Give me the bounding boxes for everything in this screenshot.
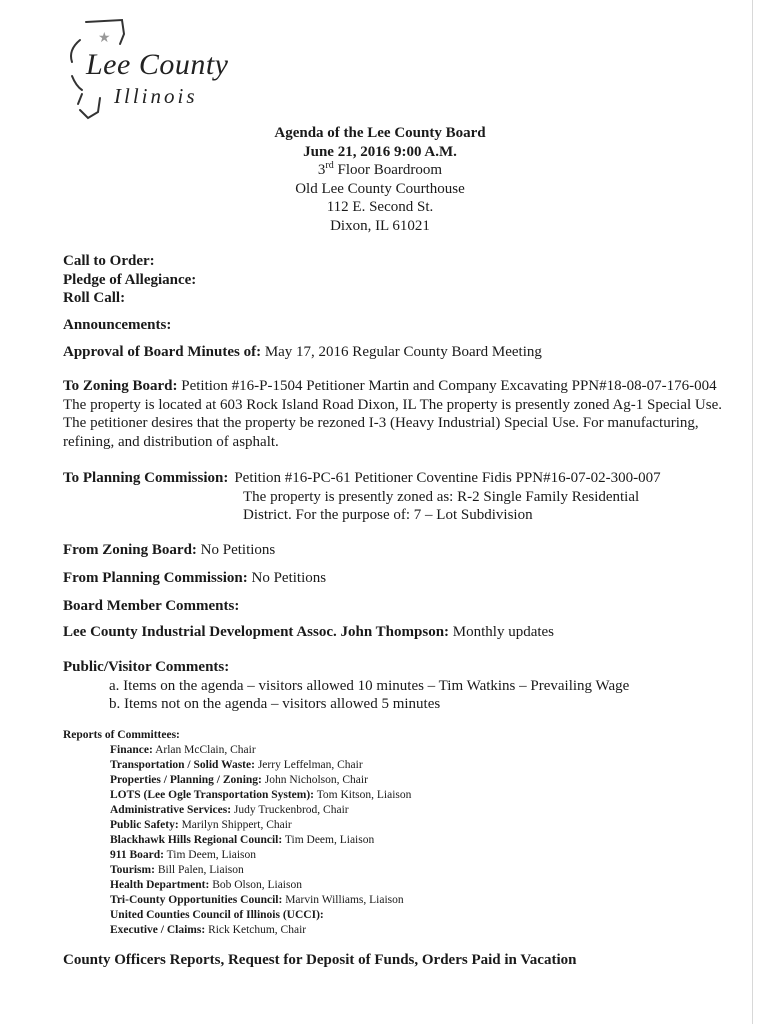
logo-subtitle: Illinois: [114, 84, 198, 108]
from-planning-text: No Petitions: [251, 570, 327, 586]
agenda-title: Agenda of the Lee County Board: [274, 125, 486, 141]
committee-reports-label: Reports of Committees:: [63, 729, 180, 741]
committee-row: Public Safety: Marilyn Shippert, Chair: [110, 819, 292, 831]
call-to-order: Call to Order:: [63, 253, 155, 269]
from-planning-item: [63, 569, 723, 588]
minutes-text: May 17, 2016 Regular County Board Meeting: [264, 344, 542, 360]
agenda-header: [220, 124, 540, 235]
committee-row: 911 Board: Tim Deem, Liaison: [110, 849, 257, 861]
committee-row: Tri-County Opportunities Council: Marvin Williams, Liaison: [110, 894, 404, 906]
zoning-text: Petition #16-P-1504 Petitioner Martin and Company Excavating PPN#18-08-07-176-004 The property is located at 603 Rock Island Road Dixon, IL The property is presently zoned Ag-1 Special Use. The petitioner desires that the property be rezoned I-3 (Heavy Industrial) Special Use. For manufacturing, refining, and distribution of asphalt.: [63, 378, 723, 450]
public-comments-label: Public/Visitor Comments:: [63, 659, 230, 675]
roll-call: Roll Call:: [63, 290, 126, 306]
from-zoning-text: No Petitions: [200, 542, 276, 558]
committee-row: Transportation / Solid Waste: Jerry Leffelman, Chair: [110, 759, 363, 771]
committee-row: United Counties Council of Illinois (UCCI):: [110, 909, 324, 921]
planning-line-2: The property is presently zoned as: R-2 Single Family Residential: [243, 488, 640, 505]
planning-label: To Planning Commission:: [63, 470, 229, 486]
committee-row: Tourism: Bill Palen, Liaison: [110, 864, 244, 876]
announcements-heading: Announcements:: [63, 317, 172, 333]
committee-row: Executive / Claims: Rick Ketchum, Chair: [110, 924, 307, 936]
committee-row: Administrative Services: Judy Truckenbrod, Chair: [110, 804, 349, 816]
pledge-of-allegiance: Pledge of Allegiance:: [63, 271, 197, 288]
meeting-date: June 21, 2016 9:00 A.M.: [303, 143, 457, 160]
page-edge-divider: [752, 0, 753, 1024]
committee-reports: [63, 728, 663, 938]
opening-items: [63, 252, 723, 308]
committee-row: LOTS (Lee Ogle Transportation System): Tom Kitson, Liaison: [110, 789, 412, 801]
venue-name: Old Lee County Courthouse: [295, 180, 465, 197]
venue-street: 112 E. Second St.: [326, 199, 434, 215]
svg-text:★: ★: [98, 30, 111, 46]
logo-title: Lee County: [86, 48, 229, 81]
committee-row: Finance: Arlan McClain, Chair: [110, 744, 256, 756]
public-comments-b: b. Items not on the agenda – visitors allowed 5 minutes: [109, 696, 441, 712]
county-officers-reports: County Officers Reports, Request for Deposit of Funds, Orders Paid in Vacation: [63, 952, 577, 968]
lcida-text: Monthly updates: [452, 624, 555, 640]
from-planning-label: From Planning Commission:: [63, 570, 248, 586]
planning-line-3: District. For the purpose of: 7 – Lot Subdivision: [243, 507, 533, 523]
planning-line-1: Petition #16-PC-61 Petitioner Coventine Fidis PPN#16-07-02-300-007: [234, 470, 661, 486]
lee-county-logo: [58, 14, 258, 124]
from-zoning-item: [63, 541, 723, 560]
committee-row: Health Department: Bob Olson, Liaison: [110, 879, 302, 891]
lcida-item: [63, 623, 723, 642]
board-member-comments: Board Member Comments:: [63, 598, 240, 614]
meeting-room: 3rd Floor Boardroom: [317, 160, 443, 178]
planning-item: [63, 469, 723, 525]
committee-row: Properties / Planning / Zoning: John Nicholson, Chair: [110, 774, 368, 786]
zoning-label: To Zoning Board:: [63, 378, 178, 394]
public-comments-item: [63, 658, 723, 714]
minutes-label: Approval of Board Minutes of:: [63, 344, 262, 360]
from-zoning-label: From Zoning Board:: [63, 542, 197, 558]
minutes-item: [63, 343, 723, 362]
lcida-label: Lee County Industrial Development Assoc. John Thompson:: [63, 624, 450, 640]
venue-city: Dixon, IL 61021: [330, 217, 430, 234]
committee-row: Blackhawk Hills Regional Council: Tim Deem, Liaison: [110, 834, 375, 846]
zoning-item: [63, 377, 723, 451]
public-comments-a: a. Items on the agenda – visitors allowed 10 minutes – Tim Watkins – Prevailing Wage: [109, 677, 630, 694]
